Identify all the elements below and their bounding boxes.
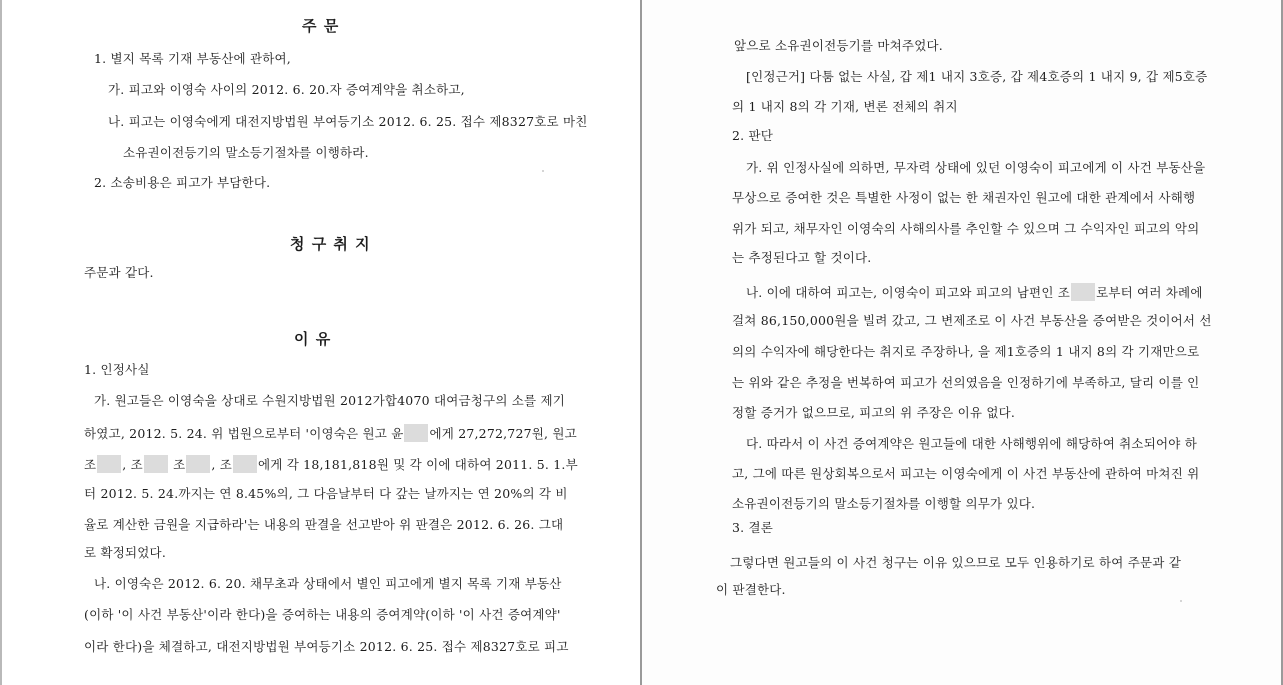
redaction-block <box>404 424 428 442</box>
right-line-8: 는 추정된다고 할 것이다. <box>732 250 872 265</box>
redaction-block <box>1071 283 1095 301</box>
right-line-18: 그렇다면 원고들의 이 사건 청구는 이유 있으므로 모두 인용하기로 하여 주문과 같 <box>730 555 1181 570</box>
para-ga-line3-b: , 조 <box>122 457 143 472</box>
para-ga-line5: 율로 계산한 금원을 지급하라'는 내용의 판결을 선고받아 위 판결은 2012. 6. 26. 그대 <box>84 517 564 532</box>
scan-speck <box>1180 600 1182 602</box>
right-line-12: 는 위와 같은 추정을 번복하여 피고가 선의였음을 인정하기에 부족하고, 달리 이를 인 <box>732 375 1200 390</box>
right-line-3: 의 1 내지 8의 각 기재, 변론 전체의 취지 <box>732 99 958 114</box>
para-ga-line1: 가. 원고들은 이영숙을 상대로 수원지방법원 2012가합4070 대여금청구의 소를 제기 <box>94 393 566 408</box>
para-ga-line2-a: 하였고, 2012. 5. 24. 위 법원으로부터 '이영숙은 원고 윤 <box>84 426 404 441</box>
section-judgment: 2. 판단 <box>732 128 774 143</box>
heading-main: 주 문 <box>302 17 340 35</box>
right-line-9-a: 나. 이에 대하여 피고는, 이영숙이 피고와 피고의 남편인 조 <box>746 285 1071 300</box>
para-ga-line3 <box>84 455 578 473</box>
para-ga-line3-a: 조 <box>84 457 97 472</box>
para-na-line1: 나. 이영숙은 2012. 6. 20. 채무초과 상태에서 별인 피고에게 별지 목록 기재 부동산 <box>94 576 562 591</box>
right-line-10: 걸쳐 86,150,000원을 빌려 갔고, 그 변제조로 이 사건 부동산을 증여받은 것이어서 선 <box>732 313 1212 328</box>
right-line-15: 고, 그에 따른 원상회복으로서 피고는 이영숙에게 이 사건 부동산에 관하여 마쳐진 위 <box>732 466 1200 481</box>
main-item-1-ga: 가. 피고와 이영숙 사이의 2012. 6. 20.자 증여계약을 취소하고, <box>108 82 465 97</box>
right-line-9-b: 로부터 여러 차례에 <box>1096 285 1203 300</box>
para-ga-line2 <box>84 424 577 442</box>
right-line-13: 정할 증거가 없으므로, 피고의 위 주장은 이유 없다. <box>732 405 1016 420</box>
right-line-5: 가. 위 인정사실에 의하면, 무자력 상태에 있던 이영숙이 피고에게 이 사건 부동산을 <box>746 160 1206 175</box>
redaction-block <box>233 455 257 473</box>
para-ga-line3-c: 조 <box>173 457 186 472</box>
para-ga-line4: 터 2012. 5. 24.까지는 연 8.45%의, 그 다음날부터 다 갚는 날까지는 연 20%의 각 비 <box>84 486 568 501</box>
right-line-1: 앞으로 소유권이전등기를 마쳐주었다. <box>734 38 943 53</box>
right-line-16: 소유권이전등기의 말소등기절차를 이행할 의무가 있다. <box>732 496 1036 511</box>
para-ga-line6: 로 확정되었다. <box>84 545 166 560</box>
right-line-11: 의의 수익자에 해당한다는 취지로 주장하나, 을 제1호증의 1 내지 8의 각 기재만으로 <box>732 344 1200 359</box>
right-line-9 <box>746 283 1203 301</box>
main-item-2: 2. 소송비용은 피고가 부담한다. <box>94 175 271 190</box>
right-page <box>642 0 1283 685</box>
claim-text: 주문과 같다. <box>84 265 154 280</box>
para-ga-line2-b: 에게 27,272,727원, 원고 <box>429 426 577 441</box>
main-item-1-na-line1: 나. 피고는 이영숙에게 대전지방법원 부여등기소 2012. 6. 25. 접수 제8327호로 마친 <box>108 114 588 129</box>
right-line-6: 무상으로 증여한 것은 특별한 사정이 없는 한 채권자인 원고에 대한 관계에서 사해행 <box>732 190 1196 205</box>
para-na-line3: 이라 한다)을 체결하고, 대전지방법원 부여등기소 2012. 6. 25. 접수 제8327호로 피고 <box>84 639 569 654</box>
right-line-14: 다. 따라서 이 사건 증여계약은 원고들에 대한 사해행위에 해당하여 취소되어야 하 <box>746 436 1197 451</box>
right-line-19: 이 판결한다. <box>716 582 786 597</box>
main-item-1: 1. 별지 목록 기재 부동산에 관하여, <box>94 51 291 66</box>
para-ga-line3-e: 에게 각 18,181,818원 및 각 이에 대하여 2011. 5. 1.부 <box>258 457 578 472</box>
scan-speck <box>542 170 544 172</box>
para-ga-line3-d: , 조 <box>211 457 232 472</box>
redaction-block <box>144 455 168 473</box>
heading-claim: 청 구 취 지 <box>290 235 371 253</box>
redaction-block <box>97 455 121 473</box>
right-line-2: [인정근거] 다툼 없는 사실, 갑 제1 내지 3호증, 갑 제4호증의 1 내지 9, 갑 제5호증 <box>746 69 1208 84</box>
redaction-block <box>186 455 210 473</box>
para-na-line2: (이하 '이 사건 부동산'이라 한다)을 증여하는 내용의 증여계약(이하 '이 사건 증여계약' <box>84 607 561 622</box>
right-line-7: 위가 되고, 채무자인 이영숙의 사해의사를 추인할 수 있으며 그 수익자인 피고의 악의 <box>732 221 1200 236</box>
heading-reason: 이 유 <box>294 330 332 348</box>
left-page <box>0 0 640 685</box>
main-item-1-na-line2: 소유권이전등기의 말소등기절차를 이행하라. <box>123 145 369 160</box>
section-conclusion: 3. 결론 <box>732 520 774 535</box>
reason-section-1: 1. 인정사실 <box>84 362 150 377</box>
